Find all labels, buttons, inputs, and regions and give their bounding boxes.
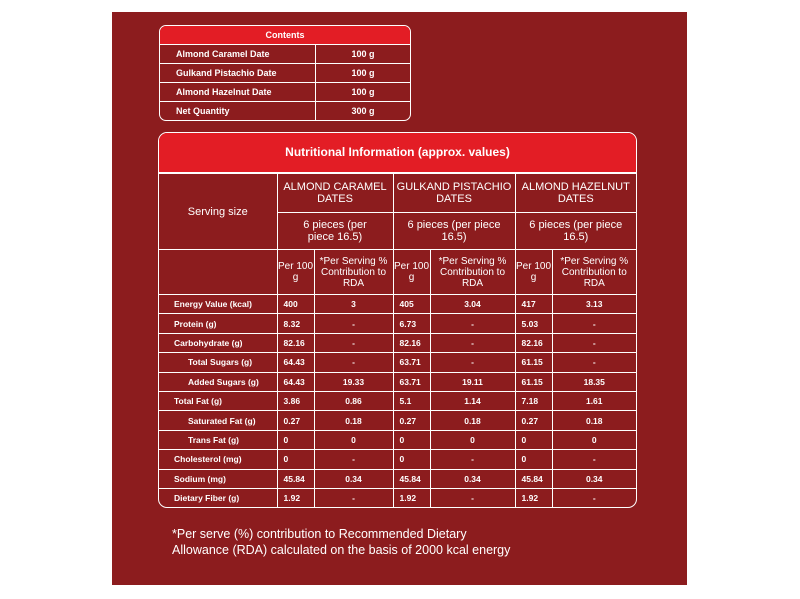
per-100g-header: Per 100 g xyxy=(277,250,314,295)
rda-header: *Per Serving % Contribution to RDA xyxy=(552,250,636,295)
per-100g-value: 61.15 xyxy=(515,372,552,391)
per-100g-value: 5.03 xyxy=(515,314,552,333)
rda-header: *Per Serving % Contribution to RDA xyxy=(314,250,393,295)
per-100g-value: 3.86 xyxy=(277,391,314,410)
contents-item-name: Almond Hazelnut Date xyxy=(160,83,316,102)
contents-item-name: Net Quantity xyxy=(160,102,316,121)
rda-value: - xyxy=(430,488,515,507)
footnote-line: *Per serve (%) contribution to Recommended Dietary xyxy=(172,527,467,541)
per-100g-value: 82.16 xyxy=(277,333,314,352)
product-name: ALMOND HAZELNUT DATES xyxy=(515,174,636,213)
rda-value: 0.34 xyxy=(552,469,636,488)
nutrient-row xyxy=(159,353,636,372)
rda-value: - xyxy=(552,353,636,372)
per-100g-value: 400 xyxy=(277,295,314,314)
rda-value: - xyxy=(552,450,636,469)
per-100g-value: 63.71 xyxy=(393,372,430,391)
rda-value: - xyxy=(314,450,393,469)
rda-value: 0.86 xyxy=(314,391,393,410)
per-100g-value: 45.84 xyxy=(277,469,314,488)
nutrient-label: Carbohydrate (g) xyxy=(159,333,277,352)
per-100g-value: 63.71 xyxy=(393,353,430,372)
per-100g-value: 7.18 xyxy=(515,391,552,410)
rda-value: 3.04 xyxy=(430,295,515,314)
nutrient-row xyxy=(159,391,636,410)
rda-value: 0.18 xyxy=(552,411,636,430)
rda-value: - xyxy=(430,353,515,372)
rda-value: 0.34 xyxy=(430,469,515,488)
contents-item-weight: 100 g xyxy=(316,64,411,83)
serving-size-value: 6 pieces (per piece 16.5) xyxy=(393,213,515,250)
rda-value: 0 xyxy=(314,430,393,449)
rda-value: - xyxy=(552,314,636,333)
nutrient-row xyxy=(159,333,636,352)
per-100g-header: Per 100 g xyxy=(515,250,552,295)
per-100g-value: 64.43 xyxy=(277,372,314,391)
rda-value: 19.11 xyxy=(430,372,515,391)
rda-value: 1.61 xyxy=(552,391,636,410)
per-100g-value: 5.1 xyxy=(393,391,430,410)
rda-value: 0.18 xyxy=(430,411,515,430)
rda-value: - xyxy=(314,333,393,352)
per-100g-value: 1.92 xyxy=(277,488,314,507)
nutrient-label: Total Sugars (g) xyxy=(159,353,277,372)
rda-value: 19.33 xyxy=(314,372,393,391)
nutrient-label: Added Sugars (g) xyxy=(159,372,277,391)
rda-value: 1.14 xyxy=(430,391,515,410)
contents-title: Contents xyxy=(160,26,410,45)
rda-value: - xyxy=(430,450,515,469)
nutrient-row xyxy=(159,372,636,391)
per-100g-value: 417 xyxy=(515,295,552,314)
per-100g-value: 0 xyxy=(515,450,552,469)
rda-value: 0 xyxy=(430,430,515,449)
nutrient-label: Energy Value (kcal) xyxy=(159,295,277,314)
nutrient-label: Protein (g) xyxy=(159,314,277,333)
per-100g-value: 82.16 xyxy=(393,333,430,352)
per-100g-value: 0 xyxy=(515,430,552,449)
rda-value: - xyxy=(314,314,393,333)
rda-value: 0.34 xyxy=(314,469,393,488)
rda-value: - xyxy=(430,333,515,352)
per-100g-value: 405 xyxy=(393,295,430,314)
per-100g-value: 0.27 xyxy=(515,411,552,430)
per-100g-value: 64.43 xyxy=(277,353,314,372)
rda-value: - xyxy=(552,333,636,352)
product-name: GULKAND PISTACHIO DATES xyxy=(393,174,515,213)
rda-value: 3 xyxy=(314,295,393,314)
contents-item-name: Gulkand Pistachio Date xyxy=(160,64,316,83)
rda-value: 3.13 xyxy=(552,295,636,314)
per-100g-value: 61.15 xyxy=(515,353,552,372)
nutrient-label: Sodium (mg) xyxy=(159,469,277,488)
per-100g-value: 6.73 xyxy=(393,314,430,333)
contents-item-weight: 100 g xyxy=(316,83,411,102)
rda-value: - xyxy=(430,314,515,333)
per-100g-value: 1.92 xyxy=(393,488,430,507)
nutrient-row xyxy=(159,430,636,449)
per-100g-value: 0 xyxy=(277,450,314,469)
contents-row xyxy=(160,64,410,83)
contents-table xyxy=(159,25,411,121)
nutrient-label: Total Fat (g) xyxy=(159,391,277,410)
nutrient-row xyxy=(159,314,636,333)
serving-size-label: Serving size xyxy=(159,174,277,250)
contents-item-name: Almond Caramel Date xyxy=(160,45,316,64)
nutrient-label: Cholesterol (mg) xyxy=(159,450,277,469)
serving-size-value: 6 pieces (per piece 16.5) xyxy=(277,213,393,250)
nutrient-row xyxy=(159,469,636,488)
contents-row xyxy=(160,45,410,64)
nutrition-title: Nutritional Information (approx. values) xyxy=(159,133,636,173)
rda-value: 0 xyxy=(552,430,636,449)
rda-value: 18.35 xyxy=(552,372,636,391)
nutrition-table xyxy=(158,132,637,508)
per-100g-value: 45.84 xyxy=(393,469,430,488)
per-100g-value: 8.32 xyxy=(277,314,314,333)
rda-value: - xyxy=(552,488,636,507)
nutrient-label: Dietary Fiber (g) xyxy=(159,488,277,507)
rda-footnote xyxy=(172,526,592,558)
contents-row xyxy=(160,102,410,121)
contents-item-weight: 100 g xyxy=(351,49,375,59)
nutrient-label: Trans Fat (g) xyxy=(159,430,277,449)
per-100g-value: 45.84 xyxy=(515,469,552,488)
per-100g-value: 82.16 xyxy=(515,333,552,352)
per-100g-value: 1.92 xyxy=(515,488,552,507)
rda-value: - xyxy=(314,488,393,507)
per-100g-value: 0 xyxy=(393,450,430,469)
nutrient-row xyxy=(159,450,636,469)
contents-item-weight: 300 g xyxy=(316,102,411,121)
nutrient-label: Saturated Fat (g) xyxy=(159,411,277,430)
contents-row xyxy=(160,83,410,102)
serving-size-value: 6 pieces (per piece 16.5) xyxy=(515,213,636,250)
empty-cell xyxy=(159,250,277,295)
per-100g-value: 0 xyxy=(277,430,314,449)
product-name: ALMOND CARAMEL DATES xyxy=(277,174,393,213)
footnote-line: Allowance (RDA) calculated on the basis of 2000 kcal energy xyxy=(172,543,511,557)
nutrient-row xyxy=(159,411,636,430)
rda-header: *Per Serving % Contribution to RDA xyxy=(430,250,515,295)
per-100g-value: 0.27 xyxy=(277,411,314,430)
rda-value: - xyxy=(314,353,393,372)
rda-value: 0.18 xyxy=(314,411,393,430)
per-100g-header: Per 100 g xyxy=(393,250,430,295)
nutrient-row xyxy=(159,488,636,507)
per-100g-value: 0.27 xyxy=(393,411,430,430)
nutrient-row xyxy=(159,295,636,314)
per-100g-value: 0 xyxy=(393,430,430,449)
